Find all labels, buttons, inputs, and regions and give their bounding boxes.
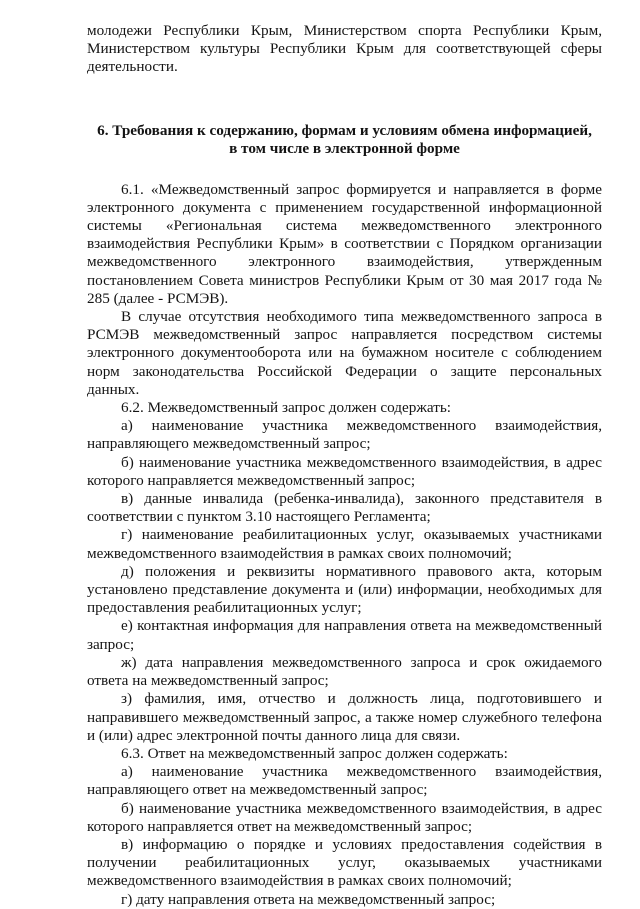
list-item-6-2-z: з) фамилия, имя, отчество и должность лица, подготовившего и направившего межведомственный запрос, а также номер служебного телефона и (или) адрес электронной почты данного лица для связи. xyxy=(87,690,602,744)
section-heading xyxy=(87,122,602,159)
list-item-6-2-zh: ж) дата направления межведомственного запроса и срок ожидаемого ответа на межведомственный запрос; xyxy=(87,653,602,690)
section-heading-line: в том числе в электронной форме xyxy=(229,140,460,158)
list-item-6-2-a: а) наименование участника межведомственного взаимодействия, направляющего межведомственный запрос; xyxy=(87,417,602,453)
paragraph-6-1: 6.1. «Межведомственный запрос формируется и направляется в форме электронного документа с применением государственной информационной системы «Региональная система межведомственного электронного взаимодействия Республики Крым» в соответствии с Порядком организации межведомственного электронного взаимодействия, утвержденным постановлением Совета министров Республики Крым от 30 мая 2017 года № 285 (далее - РСМЭВ). xyxy=(87,180,602,307)
list-item-6-2-e: е) контактная информация для направления ответа на межведомственный запрос; xyxy=(87,617,602,653)
list-item-6-2-g: г) наименование реабилитационных услуг, оказываемых участниками межведомственного взаимодействия в рамках своих полномочий; xyxy=(87,526,602,562)
document-page xyxy=(87,22,602,909)
paragraph-rsmev-absence: В случае отсутствия необходимого типа межведомственного запроса в РСМЭВ межведомственный запрос направляется посредством системы электронного документооборота или на бумажном носителе с соблюдением норм законодательства Российской Федерации о защите персональных данных. xyxy=(87,308,602,398)
list-item-6-2-v: в) данные инвалида (ребенка-инвалида), законного представителя в соответствии с пунктом 3.10 настоящего Регламента; xyxy=(87,490,602,526)
list-item-6-3-g: г) дату направления ответа на межведомственный запрос; xyxy=(121,890,496,908)
list-item-6-2-b: б) наименование участника межведомственного взаимодействия, в адрес которого направляется межведомственный запрос; xyxy=(87,453,602,489)
intro-paragraph: молодежи Республики Крым, Министерством спорта Республики Крым, Министерством культуры Республики Крым для соответствующей сферы деятельности. xyxy=(87,22,602,76)
paragraph-6-3: 6.3. Ответ на межведомственный запрос должен содержать: xyxy=(121,744,508,762)
list-item-6-3-b: б) наименование участника межведомственного взаимодействия, в адрес которого направляется ответ на межведомственный запрос; xyxy=(87,799,602,835)
paragraph-6-2: 6.2. Межведомственный запрос должен содержать: xyxy=(121,399,451,417)
list-item-6-3-a: а) наименование участника межведомственного взаимодействия, направляющего ответ на межведомственный запрос; xyxy=(87,763,602,799)
list-item-6-3-v: в) информацию о порядке и условиях предоставления содействия в получении реабилитационных услуг, оказываемых участниками межведомственного взаимодействия в рамках своих полномочий; xyxy=(87,835,602,890)
list-item-6-2-d: д) положения и реквизиты нормативного правового акта, которым установлено представление документа и (или) информации, необходимых для предоставления реабилитационных услуг; xyxy=(87,562,602,617)
section-heading-line: 6. Требования к содержанию, формам и условиям обмена информацией, xyxy=(97,121,592,139)
